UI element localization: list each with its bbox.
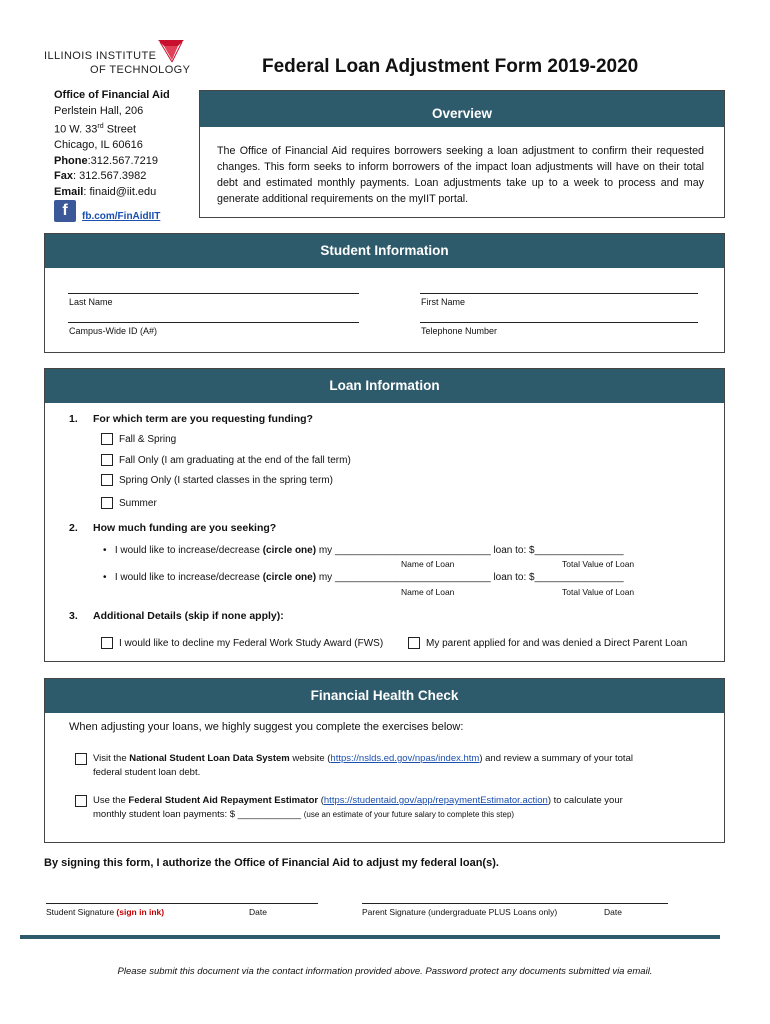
student-signature-label: Student Signature (sign in ink)	[46, 907, 165, 917]
overview-heading: Overview	[200, 91, 724, 127]
authorization-statement: By signing this form, I authorize the Office of Financial Aid to adjust my federal loan(s).	[44, 857, 499, 869]
total-value-label: Total Value of Loan	[562, 559, 635, 569]
footer-note: Please submit this document via the contact information provided above. Password protect any documents submitted via email.	[117, 966, 653, 977]
decline-fws-option[interactable]: I would like to decline my Federal Work Study Award (FWS)	[101, 637, 383, 649]
document-title: Federal Loan Adjustment Form 2019-2020	[262, 56, 639, 77]
cwid-label: Campus-Wide ID (A#)	[69, 326, 158, 336]
student-info-panel	[44, 233, 725, 353]
parent-date-label: Date	[604, 907, 622, 917]
funding-line-1[interactable]: • I would like to increase/decrease (circle one) my ____________________________ loan to: $________________	[103, 545, 624, 556]
student-info-heading: Student Information	[45, 234, 724, 268]
office-city: Chicago, IL 60616	[54, 139, 143, 152]
first-name-field[interactable]	[420, 293, 698, 294]
telephone-label: Telephone Number	[421, 326, 498, 336]
last-name-field[interactable]	[68, 293, 359, 294]
checkbox[interactable]	[75, 795, 87, 807]
overview-panel	[199, 90, 725, 218]
financial-health-intro: When adjusting your loans, we highly suggest you complete the exercises below:	[69, 721, 464, 733]
parent-signature-label: Parent Signature (undergraduate PLUS Loans only)	[362, 907, 558, 917]
financial-health-panel	[44, 678, 725, 843]
facebook-icon[interactable]: f	[54, 200, 76, 222]
loan-info-panel	[44, 368, 725, 662]
checkbox[interactable]	[101, 433, 113, 445]
office-phone: Phone:312.567.7219	[54, 154, 158, 167]
cwid-field[interactable]	[68, 322, 359, 323]
facebook-link[interactable]: fb.com/FinAidIIT	[82, 210, 161, 222]
facebook-link-group[interactable]	[54, 200, 160, 222]
term-option-summer[interactable]: Summer	[101, 497, 157, 509]
logo-line1: ILLINOIS INSTITUTE	[44, 50, 157, 62]
loan-info-heading: Loan Information	[45, 369, 724, 403]
student-signature-field[interactable]	[46, 903, 318, 904]
telephone-field[interactable]	[420, 322, 698, 323]
checkbox[interactable]	[408, 637, 420, 649]
last-name-label: Last Name	[69, 297, 113, 307]
office-address1: Perlstein Hall, 206	[54, 104, 144, 117]
parent-loan-denied-option[interactable]: My parent applied for and was denied a Direct Parent Loan	[408, 637, 687, 649]
overview-text: The Office of Financial Aid requires borrowers seeking a loan adjustment to confirm their requested changes. This form seeks to inform borrowers of the impact loan adjustments will have on their total debt and estimated monthly payments. Loan adjustments take up to a week to process and may generate additional requirements on the myIIT portal.	[217, 145, 704, 205]
repayment-estimator-link[interactable]: https://studentaid.gov/app/repaymentEstimator.action	[323, 795, 548, 806]
iit-logo	[44, 40, 204, 80]
office-email: Email: finaid@iit.edu	[54, 185, 157, 198]
financial-health-heading: Financial Health Check	[45, 679, 724, 713]
checkbox[interactable]	[101, 637, 113, 649]
question-1: 1. For which term are you requesting funding?	[69, 413, 313, 425]
funding-line-2[interactable]: • I would like to increase/decrease (circle one) my ____________________________ loan to: $________________	[103, 572, 624, 583]
iit-logo-mark-icon	[158, 40, 184, 64]
repayment-estimator-item[interactable]: Use the Federal Student Aid Repayment Estimator (https://studentaid.gov/app/repaymentEstimator.action) to calculate your monthly student loan payments: $ ____________ (use an estimate of your future salary to complete this step)	[75, 794, 653, 822]
logo-line2: OF TECHNOLOGY	[90, 64, 191, 76]
checkbox[interactable]	[101, 474, 113, 486]
checkbox[interactable]	[75, 753, 87, 765]
nslds-link[interactable]: https://nslds.ed.gov/npas/index.htm	[330, 753, 480, 764]
term-option-fall-spring[interactable]: Fall & Spring	[101, 433, 176, 445]
total-value-label-2: Total Value of Loan	[562, 587, 635, 597]
name-of-loan-label-2: Name of Loan	[401, 587, 455, 597]
office-contact	[54, 88, 170, 200]
office-name: Office of Financial Aid	[54, 89, 170, 101]
office-fax: Fax: 312.567.3982	[54, 170, 147, 183]
question-3: 3. Additional Details (skip if none apply):	[69, 610, 284, 622]
question-2: 2. How much funding are you seeking?	[69, 522, 277, 534]
term-option-fall-only[interactable]: Fall Only (I am graduating at the end of the fall term)	[101, 454, 351, 466]
name-of-loan-label: Name of Loan	[401, 559, 455, 569]
footer-divider	[20, 935, 720, 939]
nslds-item[interactable]: Visit the National Student Loan Data System website (https://nslds.ed.gov/npas/index.htm) and review a summary of your total federal student loan debt.	[75, 752, 653, 780]
parent-signature-field[interactable]	[362, 903, 668, 904]
checkbox[interactable]	[101, 497, 113, 509]
term-option-spring-only[interactable]: Spring Only (I started classes in the spring term)	[101, 474, 333, 486]
student-date-label: Date	[249, 907, 267, 917]
checkbox[interactable]	[101, 454, 113, 466]
office-address2: 10 W. 33rd Street	[54, 123, 137, 136]
first-name-label: First Name	[421, 297, 466, 307]
